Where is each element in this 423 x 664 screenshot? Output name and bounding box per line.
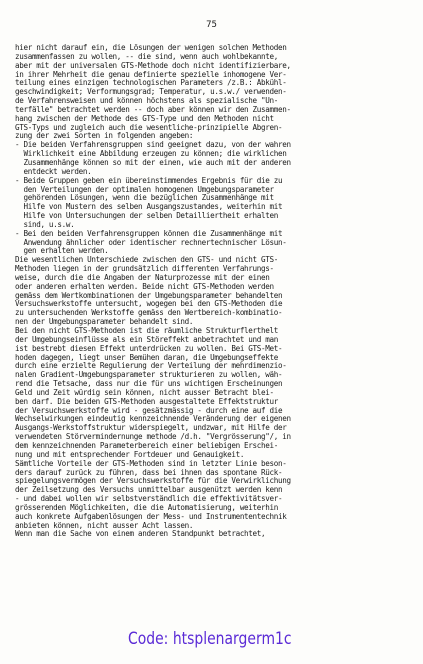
text-line: der Versuchswerkstoffe wird - gesätzmässig - durch eine auf die [15, 406, 283, 415]
footer-code: Code: htsplenargerm1c [128, 629, 292, 649]
text-line: nung und mit entsprechender Fortdeuer und Genauigkeit. [15, 450, 245, 459]
text-line: - Beide Gruppen geben ein übereinstimmendes Ergebnis für die zu [15, 176, 283, 185]
text-line: Wenn man die Sache von einem anderen Standpunkt betrachtet, [15, 530, 266, 539]
text-line: Zusammenhänge können so mit der einen, wie auch mit der anderen [15, 158, 291, 167]
text-line: ders darauf zurück zu führen, dass bei ihnen das spontane Rück- [15, 468, 283, 477]
text-line: Methoden liegen in der grundsätzlich differenten Verfahrungs- [15, 265, 274, 274]
text-line: Die wesentlichen Unterschiede zwischen den GTS- und nicht GTS- [15, 256, 278, 265]
text-line: Hilfe von Mustern des selben Ausgangszustandes, weiterhin mit [15, 203, 283, 212]
text-line: Hilfe von Untersuchungen der selben Detailliertheit erhalten [15, 212, 278, 221]
text-line: in ihrer Mehrheit die genau definierte spezielle inhomogene Ver- [15, 70, 287, 79]
text-line: oder anderen erhalten werden. Beide nicht GTS-Methoden werden [15, 282, 274, 291]
text-line: - und dabei wollen wir selbstverständlich die effektivitätsver- [15, 495, 283, 504]
text-line: rend die Tetsache, dass nur die für uns wichtigen Erscheinungen [15, 380, 283, 389]
text-line: de Verfahrensweisen und können höchstens als spezialische "Un- [15, 97, 278, 106]
text-line: gemäss dem Wertkombinationen der Umgebungsparameter behandelten [15, 291, 283, 300]
text-line: Wechselwirkungen eindeutig kennzeichnende Veränderung der eigenen [15, 415, 291, 424]
text-line: hoden dagegen, liegt unser Bemühen daran, die Umgebungseffekte [15, 353, 278, 362]
text-line: verwendeten Störvermindernunge methode /d.h. "Vergrösserung"/, in [15, 433, 291, 442]
text-line: terfälle" betrachtet werden -- doch aber können wir den Zusammen- [15, 105, 291, 114]
text-line: den Verteilungen der optimalen homogenen Umgebungsparameter [15, 185, 274, 194]
text-line: Ausgangs-Werkstoffstruktur widerspiegelt, undzwar, mit Hilfe der [15, 424, 287, 433]
text-line: GTS-Typs und zugleich auch die wesentliche-prinzipielle Abgren- [15, 123, 283, 132]
text-line: - Die beiden Verfahrensgruppen sind geeignet dazu, von der wahren [15, 141, 291, 150]
text-line: nalen Gradient-Umgebungsparameter strukturieren zu wollen, wäh- [15, 371, 283, 380]
text-line: der Zeilsetzung des Versuchs unmittelbar ausgenützt werden kenn [15, 486, 283, 495]
text-line: sind, u.s.w. [15, 220, 75, 229]
text-line: - Bei den beiden Verfahrensgruppen können die Zusammenhänge mit [15, 229, 283, 238]
text-line: zusammenfassen zu wollen, -- die sind, wenn auch wohlbekannte, [15, 52, 278, 61]
text-line: grösserenden Möglichkeiten, die die Automatisierung, weiterhin [15, 503, 278, 512]
text-line: ben darf. Die beiden GTS-Methoden ausgestaltete Effektstruktur [15, 397, 278, 406]
text-line: Sämtliche Vorteile der GTS-Methoden sind in letzter Linie beson- [15, 459, 287, 468]
text-line: der Umgebungseinflüsse als ein Störeffekt anbetrachtet und man [15, 335, 278, 344]
text-line: spiegelungsvermögen der Versuchswerkstoffe für die Verwirklichung [15, 477, 291, 486]
text-line: zu untersuchenden Werkstoffe gemäss den Wertbereich-kombinatio- [15, 309, 283, 318]
text-line: Anwendung ähnlicher oder identischer rechnertechnischer Lösun- [15, 238, 287, 247]
text-line: ist bestrebt diesen Effekt unterdrücken zu wollen. Bei GTS-Met- [15, 344, 283, 353]
text-line: zung der zwei Sorten in folgenden angeben: [15, 132, 194, 141]
text-line: gehörenden Lösungen, wenn die bezüglichen Zusammenhänge mit [15, 194, 274, 203]
text-line: weise, durch die die Angaben der Naturprozesse mit der einen [15, 273, 270, 282]
body-text [15, 44, 415, 539]
text-line: nen der Umgebungsparameter behandelt sind. [15, 318, 194, 327]
text-line: Bei den nicht GTS-Methoden ist die räumliche Strukturflerthelt [15, 327, 278, 335]
text-line: auch konkrete Aufgabenlösungen der Mess- und Instrumententechnik [15, 512, 287, 521]
text-line: hang zwischen der Methode des GTS-Type und den Methoden nicht [15, 114, 274, 123]
text-line: entdeckt werden. [15, 167, 92, 176]
text-line: teilung eines einzigen technologischen Parameters /z.B.: Abkühl- [15, 79, 287, 88]
text-line: aber mit der universalen GTS-Methode doch nicht identifizierbare, [15, 61, 291, 70]
page-number: 75 [206, 20, 217, 30]
text-line: anbieten können, nicht ausser Acht lassen. [15, 521, 194, 530]
text-line: Versuchswerkstoffe untersucht, wogegen bei den GTS-Methoden die [15, 300, 283, 309]
text-line: Wirklichkeit eine Abbildung erzeugen zu können; die wirklichen [15, 150, 287, 159]
text-line: Geld und Zeit würdig sein können, nicht ausser Betracht blei- [15, 388, 274, 397]
text-line: gen erhalten werden. [15, 247, 109, 256]
text-line: dem kennzeichnenden Parameterbereich einer beliebigen Erschei- [15, 441, 278, 450]
text-line: geschwindigkeit; Verformungsgrad; Temperatur, u.s.w./ verwenden- [15, 88, 287, 97]
text-line: hier nicht darauf ein, die Lösungen der wenigen solchen Methoden [15, 44, 287, 52]
text-line: durch eine erzielte Regulierung der Verteilung der mehrdimenzio- [15, 362, 287, 371]
